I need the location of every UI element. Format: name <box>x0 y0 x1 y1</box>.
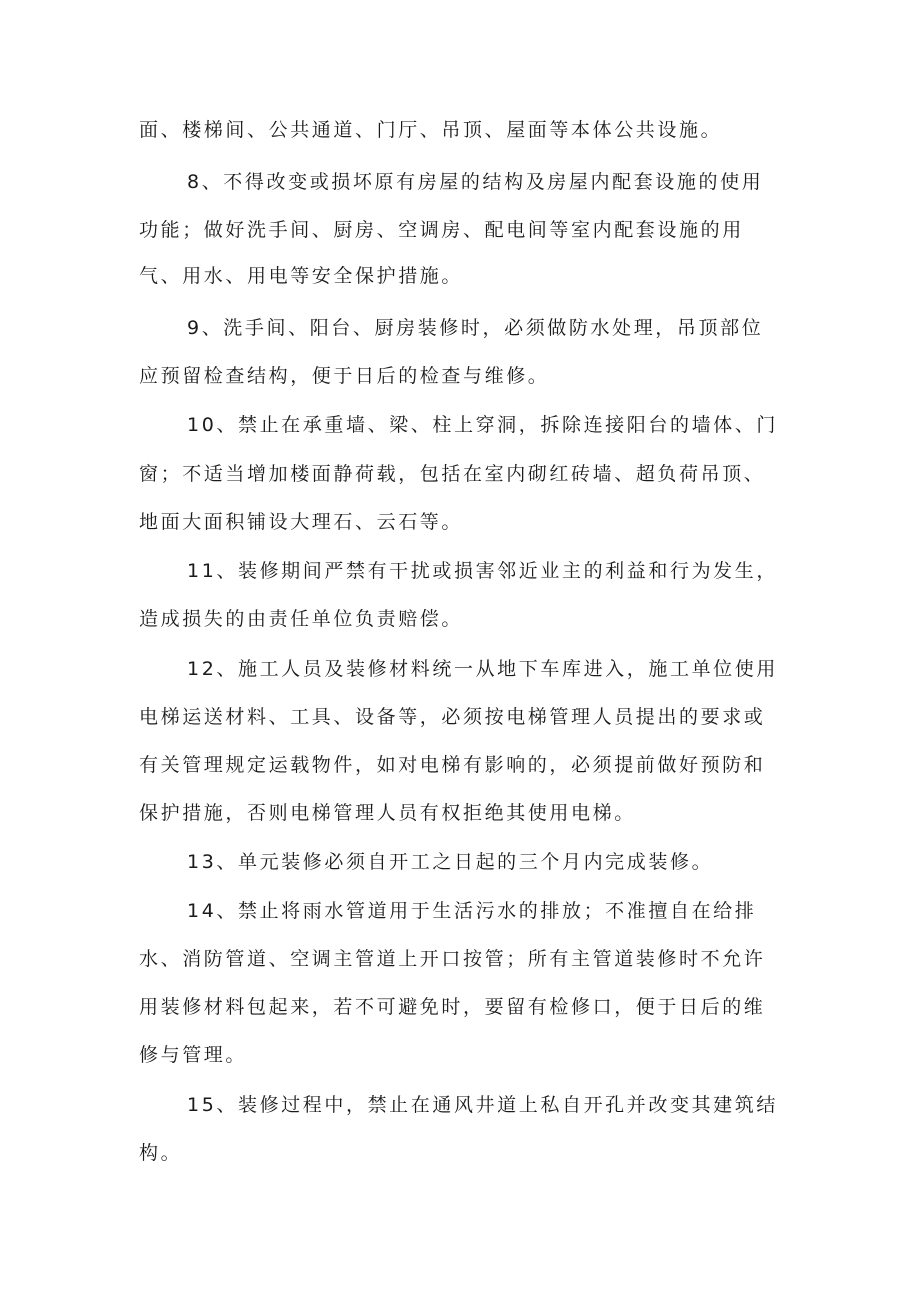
text-line: 用装修材料包起来，若不可避免时，要留有检修口，便于日后的维 <box>139 996 766 1018</box>
text-line: 9、洗手间、阳台、厨房装修时，必须做防水处理，吊顶部位 <box>187 317 764 339</box>
text-line: 11、装修期间严禁有干扰或损害邻近业主的利益和行为发生， <box>187 560 778 582</box>
text-line: 修与管理。 <box>139 1044 248 1066</box>
text-line: 13、单元装修必须自开工之日起的三个月内完成装修。 <box>187 851 714 873</box>
text-line: 10、禁止在承重墙、梁、柱上穿洞，拆除连接阳台的墙体、门 <box>187 414 778 436</box>
text-line: 水、消防管道、空调主管道上开口按管；所有主管道装修时不允许 <box>139 948 766 970</box>
text-line: 12、施工人员及装修材料统一从地下车库进入，施工单位使用 <box>187 658 778 680</box>
text-line: 电梯运送材料、工具、设备等，必须按电梯管理人员提出的要求或 <box>139 706 766 728</box>
text-line: 15、装修过程中，禁止在通风井道上私自开孔并改变其建筑结 <box>187 1094 778 1116</box>
text-line: 功能；做好洗手间、厨房、空调房、配电间等室内配套设施的用 <box>139 219 744 241</box>
text-line: 造成损失的由责任单位负责赔偿。 <box>139 608 464 630</box>
text-line: 地面大面积铺设大理石、云石等。 <box>139 511 464 533</box>
text-line: 面、楼梯间、公共通道、门厅、吊顶、屋面等本体公共设施。 <box>139 119 723 141</box>
text-line: 气、用水、用电等安全保护措施。 <box>139 265 464 287</box>
text-line: 窗；不适当增加楼面静荷载，包括在室内砌红砖墙、超负荷吊顶、 <box>139 463 766 485</box>
text-line: 14、禁止将雨水管道用于生活污水的排放；不准擅自在给排 <box>187 900 757 922</box>
text-line: 8、不得改变或损坏原有房屋的结构及房屋内配套设施的使用 <box>187 171 764 193</box>
text-line: 有关管理规定运载物件，如对电梯有影响的，必须提前做好预防和 <box>139 754 766 776</box>
text-line: 应预留检查结构，便于日后的检查与维修。 <box>139 365 550 387</box>
text-line: 构。 <box>139 1142 183 1164</box>
text-line: 保护措施，否则电梯管理人员有权拒绝其使用电梯。 <box>139 802 636 824</box>
